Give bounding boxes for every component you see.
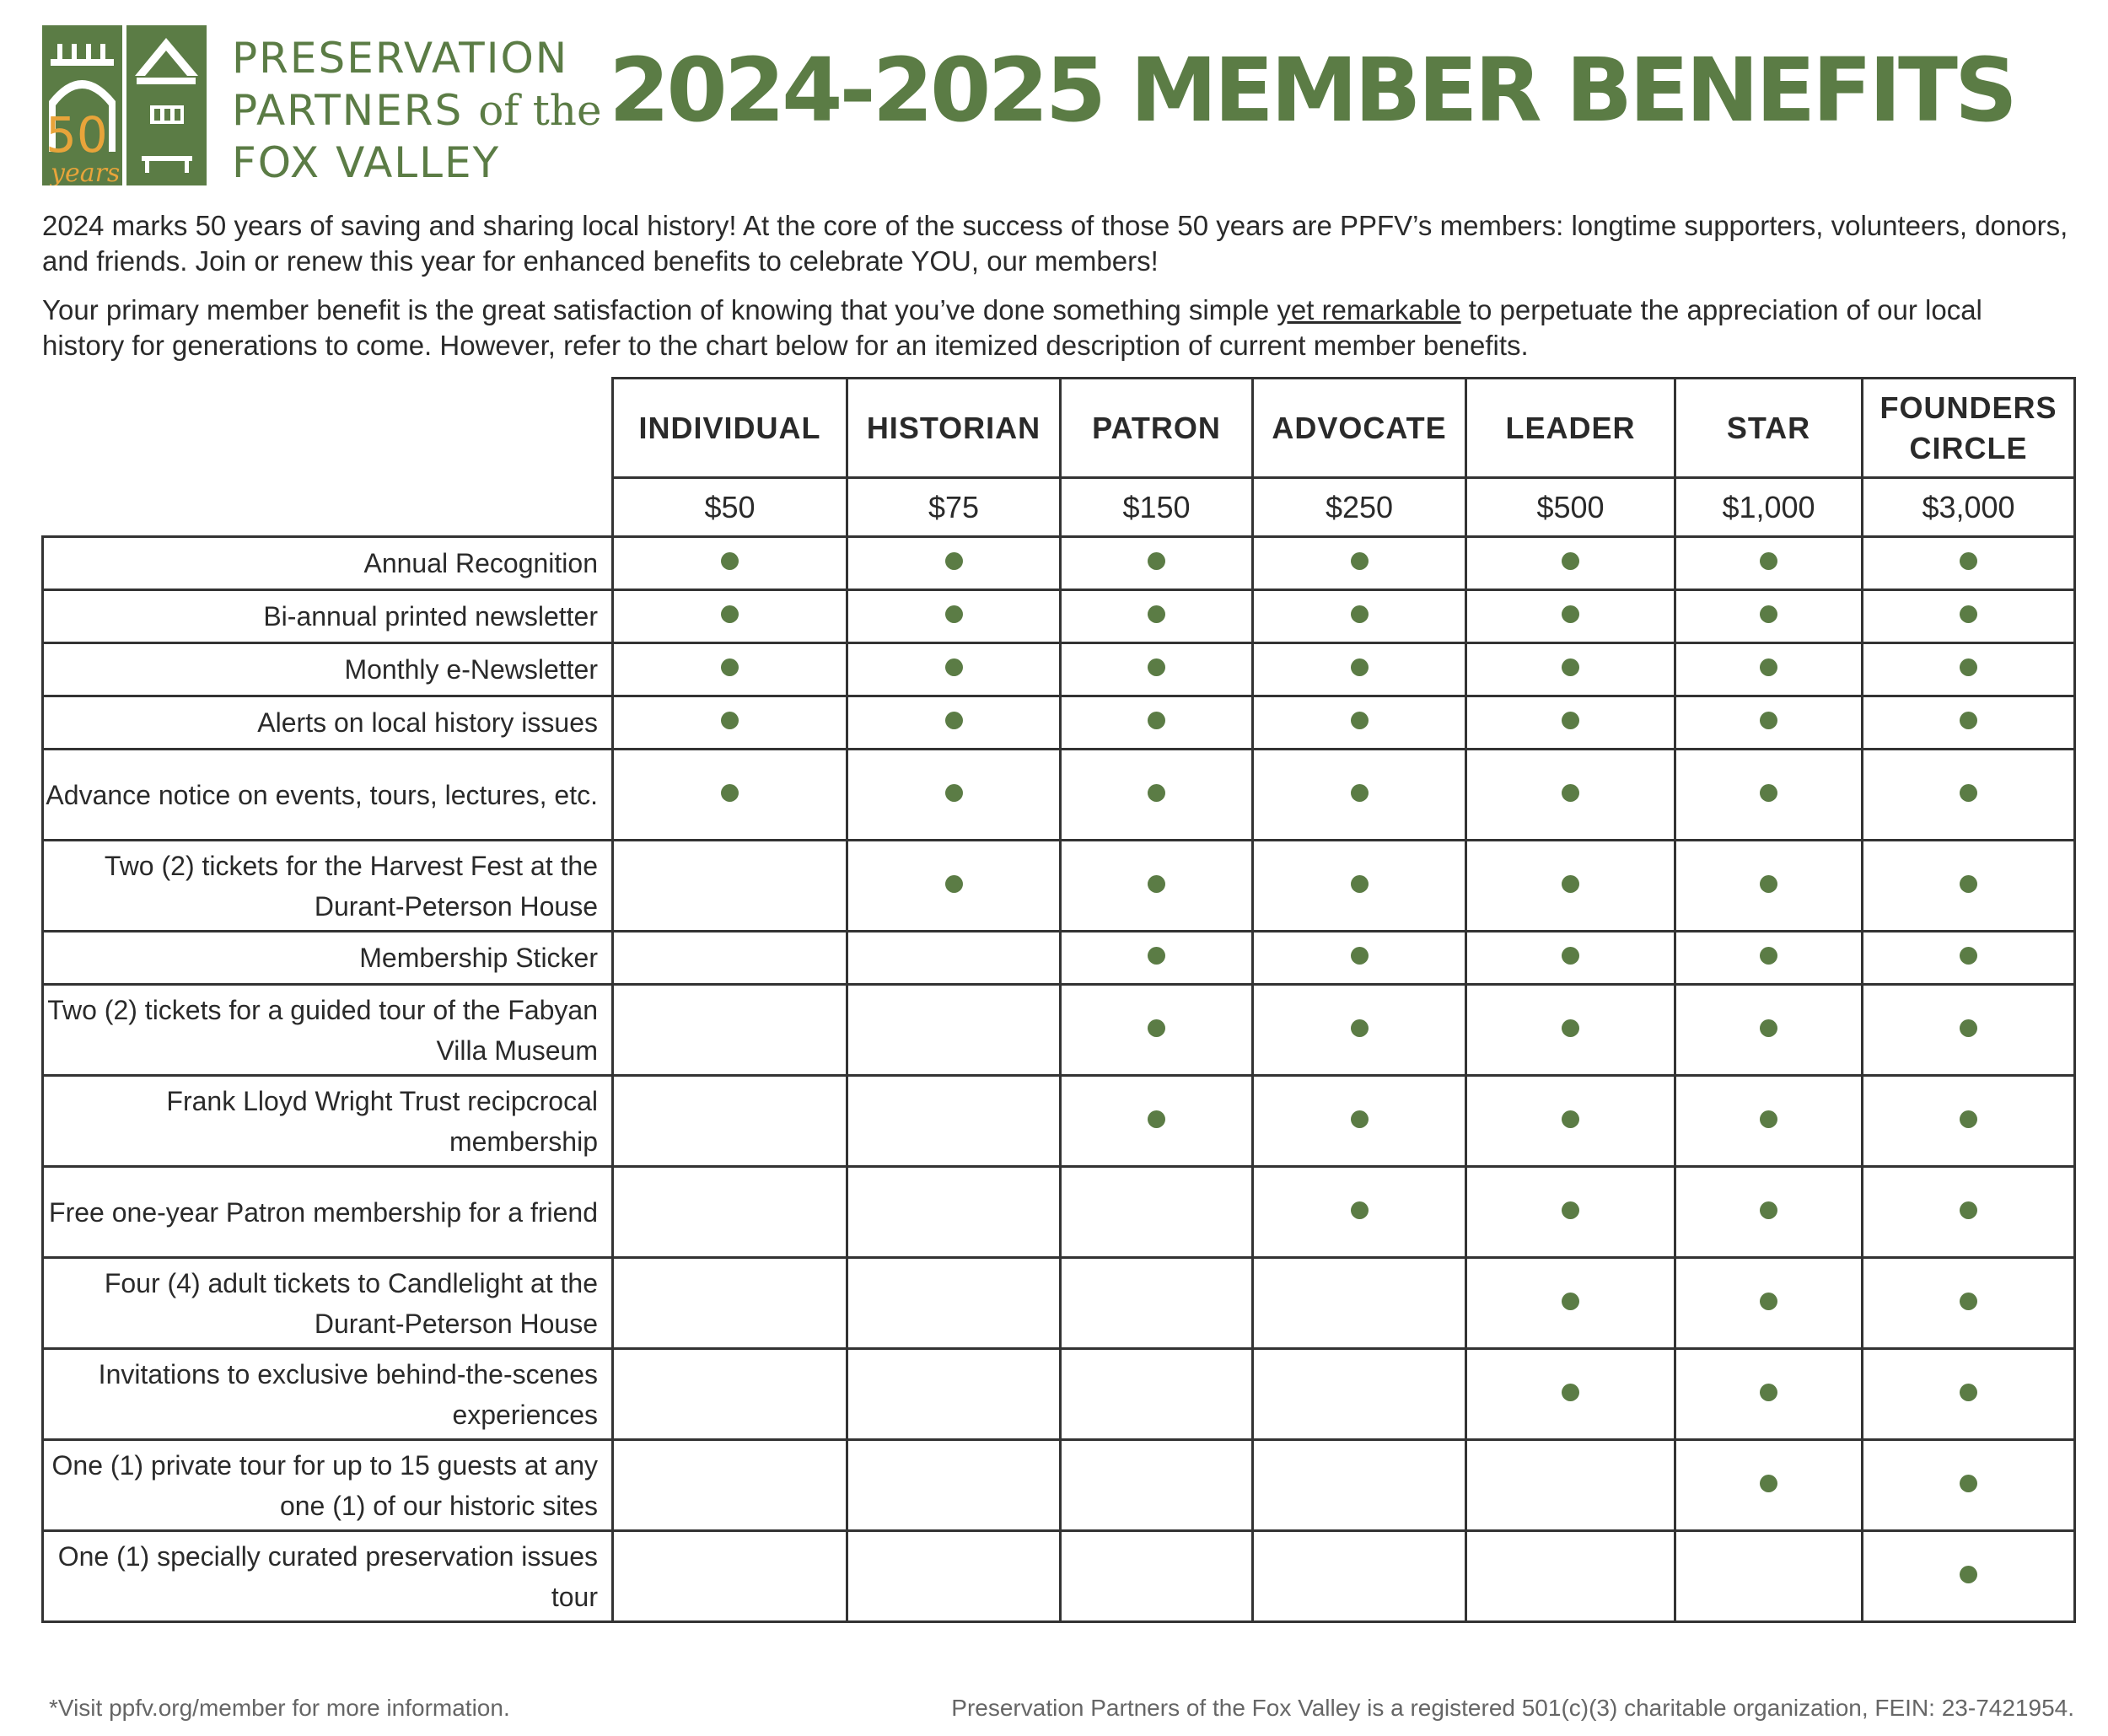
benefit-cell bbox=[1863, 1167, 2075, 1258]
benefit-cell bbox=[1675, 590, 1863, 643]
tier-name: ADVOCATE bbox=[1253, 379, 1466, 478]
benefit-label: Two (2) tickets for the Harvest Fest at the Durant-Peterson House bbox=[43, 841, 613, 932]
benefit-cell bbox=[1253, 985, 1466, 1076]
benefit-cell bbox=[1061, 932, 1253, 985]
benefit-cell bbox=[1675, 643, 1863, 696]
included-dot-icon bbox=[1760, 712, 1777, 729]
benefit-cell bbox=[613, 1349, 847, 1440]
included-dot-icon bbox=[1562, 947, 1579, 965]
benefit-cell bbox=[1863, 590, 2075, 643]
included-dot-icon bbox=[1351, 712, 1369, 729]
included-dot-icon bbox=[1960, 1110, 1977, 1128]
included-dot-icon bbox=[1351, 947, 1369, 965]
included-dot-icon bbox=[721, 552, 739, 570]
table-row bbox=[43, 985, 2075, 1076]
intro-p2-underlined: yet remarkable bbox=[1277, 294, 1461, 325]
table-row bbox=[43, 841, 2075, 932]
benefit-cell bbox=[1253, 696, 1466, 750]
page-title: 2024-2025 MEMBER BENEFITS bbox=[609, 39, 2014, 142]
benefit-cell bbox=[1466, 1440, 1675, 1531]
benefit-cell bbox=[1675, 750, 1863, 841]
table-row bbox=[43, 537, 2075, 590]
benefit-cell bbox=[1675, 932, 1863, 985]
benefit-cell bbox=[613, 932, 847, 985]
benefit-cell bbox=[1253, 1167, 1466, 1258]
included-dot-icon bbox=[945, 552, 963, 570]
tier-price: $50 bbox=[613, 478, 847, 537]
tier-name: INDIVIDUAL bbox=[613, 379, 847, 478]
benefit-cell bbox=[613, 1531, 847, 1622]
included-dot-icon bbox=[1562, 658, 1579, 676]
included-dot-icon bbox=[1760, 552, 1777, 570]
footer-legal: Preservation Partners of the Fox Valley is a registered 501(c)(3) charitable organization, FEIN: 23-7421954. bbox=[951, 1695, 2074, 1721]
included-dot-icon bbox=[1760, 784, 1777, 802]
included-dot-icon bbox=[1351, 1110, 1369, 1128]
benefit-cell bbox=[847, 841, 1061, 932]
benefit-cell bbox=[1466, 590, 1675, 643]
benefit-label: Membership Sticker bbox=[43, 932, 613, 985]
benefit-cell bbox=[1675, 1076, 1863, 1167]
benefit-cell bbox=[1863, 841, 2075, 932]
included-dot-icon bbox=[1760, 1019, 1777, 1037]
benefit-cell bbox=[847, 932, 1061, 985]
benefit-cell bbox=[1863, 537, 2075, 590]
included-dot-icon bbox=[1760, 658, 1777, 676]
benefit-cell bbox=[1061, 750, 1253, 841]
included-dot-icon bbox=[1760, 605, 1777, 623]
included-dot-icon bbox=[1960, 1019, 1977, 1037]
benefit-label: Free one-year Patron membership for a friend bbox=[43, 1167, 613, 1258]
included-dot-icon bbox=[1148, 784, 1165, 802]
benefit-label: Four (4) adult tickets to Candlelight at the Durant-Peterson House bbox=[43, 1258, 613, 1349]
included-dot-icon bbox=[1760, 1475, 1777, 1492]
included-dot-icon bbox=[1960, 712, 1977, 729]
table-row bbox=[43, 643, 2075, 696]
benefit-cell bbox=[1466, 1349, 1675, 1440]
benefit-cell bbox=[1253, 1531, 1466, 1622]
included-dot-icon bbox=[1148, 605, 1165, 623]
intro-paragraph-2 bbox=[42, 293, 2070, 363]
benefit-cell bbox=[847, 985, 1061, 1076]
benefit-cell bbox=[1863, 1531, 2075, 1622]
benefit-cell bbox=[613, 590, 847, 643]
included-dot-icon bbox=[1148, 875, 1165, 893]
included-dot-icon bbox=[1351, 658, 1369, 676]
tier-price: $75 bbox=[847, 478, 1061, 537]
benefit-cell bbox=[847, 1440, 1061, 1531]
org-name-partners: PARTNERS bbox=[232, 86, 464, 135]
included-dot-icon bbox=[1562, 1110, 1579, 1128]
included-dot-icon bbox=[1148, 1110, 1165, 1128]
benefit-cell bbox=[1675, 841, 1863, 932]
benefit-label: Alerts on local history issues bbox=[43, 696, 613, 750]
benefit-cell bbox=[1675, 985, 1863, 1076]
benefit-cell bbox=[613, 841, 847, 932]
benefit-cell bbox=[1466, 696, 1675, 750]
org-name-line2 bbox=[232, 84, 602, 137]
included-dot-icon bbox=[945, 712, 963, 729]
benefit-cell bbox=[1466, 1167, 1675, 1258]
benefit-cell bbox=[1061, 537, 1253, 590]
included-dot-icon bbox=[1760, 875, 1777, 893]
included-dot-icon bbox=[1960, 1201, 1977, 1219]
benefit-cell bbox=[1061, 1258, 1253, 1349]
benefit-label: Bi-annual printed newsletter bbox=[43, 590, 613, 643]
benefit-cell bbox=[613, 696, 847, 750]
benefit-cell bbox=[847, 643, 1061, 696]
benefit-cell bbox=[847, 590, 1061, 643]
tier-price: $150 bbox=[1061, 478, 1253, 537]
benefit-cell bbox=[1466, 643, 1675, 696]
intro-p2-before: Your primary member benefit is the great satisfaction of knowing that you’ve done something simple bbox=[42, 294, 1277, 325]
tier-price: $250 bbox=[1253, 478, 1466, 537]
benefit-cell bbox=[847, 696, 1061, 750]
benefit-cell bbox=[1466, 537, 1675, 590]
benefit-cell bbox=[1675, 1531, 1863, 1622]
benefit-cell bbox=[613, 750, 847, 841]
table-row bbox=[43, 750, 2075, 841]
intro-p2-after: to perpetuate the appreciation of our local history for generations to come. However, refer to the chart below for an itemized description of current member benefits. bbox=[42, 294, 1982, 361]
benefits-body bbox=[43, 537, 2075, 1622]
benefit-cell bbox=[1061, 696, 1253, 750]
included-dot-icon bbox=[1351, 605, 1369, 623]
tier-name: FOUNDERS CIRCLE bbox=[1863, 379, 2075, 478]
included-dot-icon bbox=[1351, 552, 1369, 570]
anniversary-number: 50 bbox=[46, 106, 108, 164]
benefit-cell bbox=[1253, 590, 1466, 643]
footer-note: *Visit ppfv.org/member for more information. bbox=[49, 1695, 510, 1721]
included-dot-icon bbox=[1562, 552, 1579, 570]
tier-name: PATRON bbox=[1061, 379, 1253, 478]
tier-price: $1,000 bbox=[1675, 478, 1863, 537]
benefit-cell bbox=[1061, 1167, 1253, 1258]
benefit-cell bbox=[613, 643, 847, 696]
included-dot-icon bbox=[1960, 1475, 1977, 1492]
org-name-of-the: of the bbox=[478, 86, 602, 135]
included-dot-icon bbox=[1562, 1019, 1579, 1037]
table-row bbox=[43, 696, 2075, 750]
included-dot-icon bbox=[1148, 658, 1165, 676]
tier-name: HISTORIAN bbox=[847, 379, 1061, 478]
included-dot-icon bbox=[721, 658, 739, 676]
table-row bbox=[43, 1440, 2075, 1531]
table-row bbox=[43, 1076, 2075, 1167]
benefit-cell bbox=[1675, 537, 1863, 590]
benefit-cell bbox=[1253, 932, 1466, 985]
table-row bbox=[43, 1349, 2075, 1440]
included-dot-icon bbox=[1760, 1110, 1777, 1128]
benefit-cell bbox=[1253, 1440, 1466, 1531]
included-dot-icon bbox=[1760, 1201, 1777, 1219]
included-dot-icon bbox=[1562, 875, 1579, 893]
benefit-cell bbox=[1253, 750, 1466, 841]
benefit-label: One (1) specially curated preservation issues tour bbox=[43, 1531, 613, 1622]
benefit-label: Frank Lloyd Wright Trust recipcrocal membership bbox=[43, 1076, 613, 1167]
benefit-cell bbox=[613, 985, 847, 1076]
included-dot-icon bbox=[1351, 784, 1369, 802]
benefits-table bbox=[41, 377, 2076, 1623]
benefit-cell bbox=[847, 1167, 1061, 1258]
included-dot-icon bbox=[1960, 1566, 1977, 1583]
benefit-cell bbox=[1061, 643, 1253, 696]
benefit-cell bbox=[1863, 1076, 2075, 1167]
benefit-label: One (1) private tour for up to 15 guests at any one (1) of our historic sites bbox=[43, 1440, 613, 1531]
benefit-cell bbox=[1253, 1349, 1466, 1440]
included-dot-icon bbox=[945, 658, 963, 676]
benefit-cell bbox=[847, 1258, 1061, 1349]
benefit-cell bbox=[847, 1349, 1061, 1440]
benefit-label: Two (2) tickets for a guided tour of the Fabyan Villa Museum bbox=[43, 985, 613, 1076]
benefit-cell bbox=[613, 537, 847, 590]
tier-name: STAR bbox=[1675, 379, 1863, 478]
organization-name bbox=[232, 32, 602, 189]
benefit-cell bbox=[1061, 590, 1253, 643]
benefit-cell bbox=[1863, 643, 2075, 696]
tier-name: LEADER bbox=[1466, 379, 1675, 478]
benefit-cell bbox=[613, 1167, 847, 1258]
benefit-cell bbox=[1253, 537, 1466, 590]
included-dot-icon bbox=[1351, 875, 1369, 893]
benefit-cell bbox=[1253, 1258, 1466, 1349]
table-row bbox=[43, 1258, 2075, 1349]
included-dot-icon bbox=[1960, 552, 1977, 570]
benefit-cell bbox=[1675, 1167, 1863, 1258]
benefit-cell bbox=[1863, 696, 2075, 750]
benefit-cell bbox=[1253, 1076, 1466, 1167]
benefit-cell bbox=[1863, 1440, 2075, 1531]
benefit-cell bbox=[1466, 932, 1675, 985]
included-dot-icon bbox=[721, 605, 739, 623]
included-dot-icon bbox=[1351, 1019, 1369, 1037]
benefit-cell bbox=[1863, 985, 2075, 1076]
included-dot-icon bbox=[1562, 1293, 1579, 1310]
tier-price: $3,000 bbox=[1863, 478, 2075, 537]
benefit-cell bbox=[613, 1440, 847, 1531]
benefit-cell bbox=[1863, 1258, 2075, 1349]
included-dot-icon bbox=[1148, 552, 1165, 570]
benefit-cell bbox=[847, 1531, 1061, 1622]
included-dot-icon bbox=[1960, 947, 1977, 965]
benefit-cell bbox=[1061, 1349, 1253, 1440]
included-dot-icon bbox=[1562, 605, 1579, 623]
included-dot-icon bbox=[1351, 1201, 1369, 1219]
benefit-cell bbox=[1466, 1076, 1675, 1167]
benefit-cell bbox=[847, 1076, 1061, 1167]
included-dot-icon bbox=[1960, 1384, 1977, 1401]
included-dot-icon bbox=[1148, 712, 1165, 729]
included-dot-icon bbox=[1562, 784, 1579, 802]
benefit-label: Annual Recognition bbox=[43, 537, 613, 590]
included-dot-icon bbox=[1148, 947, 1165, 965]
org-name-line1: PRESERVATION bbox=[232, 34, 569, 83]
included-dot-icon bbox=[945, 605, 963, 623]
benefit-cell bbox=[1253, 643, 1466, 696]
intro-paragraph-1: 2024 marks 50 years of saving and sharing local history! At the core of the success of those 50 years are PPFV’s members: longtime supporters, volunteers, donors, and friends. Join or renew this year for enhanced benefits to celebrate YOU, our members! bbox=[42, 210, 2068, 277]
included-dot-icon bbox=[1960, 784, 1977, 802]
table-row bbox=[43, 1531, 2075, 1622]
included-dot-icon bbox=[721, 784, 739, 802]
org-name-line3: FOX VALLEY bbox=[232, 138, 501, 187]
benefit-cell bbox=[1466, 1531, 1675, 1622]
benefit-cell bbox=[1863, 932, 2075, 985]
benefit-cell bbox=[1061, 1440, 1253, 1531]
benefit-cell bbox=[1675, 1349, 1863, 1440]
anniversary-years: years bbox=[51, 159, 121, 185]
benefit-cell bbox=[1061, 1076, 1253, 1167]
included-dot-icon bbox=[1960, 875, 1977, 893]
included-dot-icon bbox=[721, 712, 739, 729]
benefit-cell bbox=[1061, 841, 1253, 932]
included-dot-icon bbox=[1960, 605, 1977, 623]
benefit-cell bbox=[1675, 696, 1863, 750]
included-dot-icon bbox=[1960, 658, 1977, 676]
included-dot-icon bbox=[1562, 712, 1579, 729]
benefit-cell bbox=[1863, 1349, 2075, 1440]
included-dot-icon bbox=[945, 784, 963, 802]
benefit-cell bbox=[1863, 750, 2075, 841]
benefit-cell bbox=[1675, 1440, 1863, 1531]
table-corner bbox=[43, 379, 613, 537]
benefit-cell bbox=[847, 537, 1061, 590]
benefit-cell bbox=[847, 750, 1061, 841]
tier-price: $500 bbox=[1466, 478, 1675, 537]
benefit-cell bbox=[1466, 750, 1675, 841]
included-dot-icon bbox=[1760, 947, 1777, 965]
benefit-cell bbox=[1061, 985, 1253, 1076]
benefit-cell bbox=[613, 1258, 847, 1349]
table-row bbox=[43, 590, 2075, 643]
included-dot-icon bbox=[1562, 1201, 1579, 1219]
building-logo-icon bbox=[42, 25, 207, 185]
benefit-label: Advance notice on events, tours, lectures, etc. bbox=[43, 750, 613, 841]
table-row bbox=[43, 1167, 2075, 1258]
table-row bbox=[43, 932, 2075, 985]
benefit-cell bbox=[1466, 841, 1675, 932]
benefit-cell bbox=[1061, 1531, 1253, 1622]
benefit-label: Monthly e-Newsletter bbox=[43, 643, 613, 696]
included-dot-icon bbox=[1562, 1384, 1579, 1401]
included-dot-icon bbox=[1760, 1384, 1777, 1401]
benefit-cell bbox=[1466, 1258, 1675, 1349]
benefit-cell bbox=[1675, 1258, 1863, 1349]
included-dot-icon bbox=[1760, 1293, 1777, 1310]
tier-name-row bbox=[43, 379, 2075, 478]
benefit-cell bbox=[613, 1076, 847, 1167]
included-dot-icon bbox=[945, 875, 963, 893]
included-dot-icon bbox=[1148, 1019, 1165, 1037]
benefit-label: Invitations to exclusive behind-the-scenes experiences bbox=[43, 1349, 613, 1440]
benefit-cell bbox=[1466, 985, 1675, 1076]
benefit-cell bbox=[1253, 841, 1466, 932]
included-dot-icon bbox=[1960, 1293, 1977, 1310]
